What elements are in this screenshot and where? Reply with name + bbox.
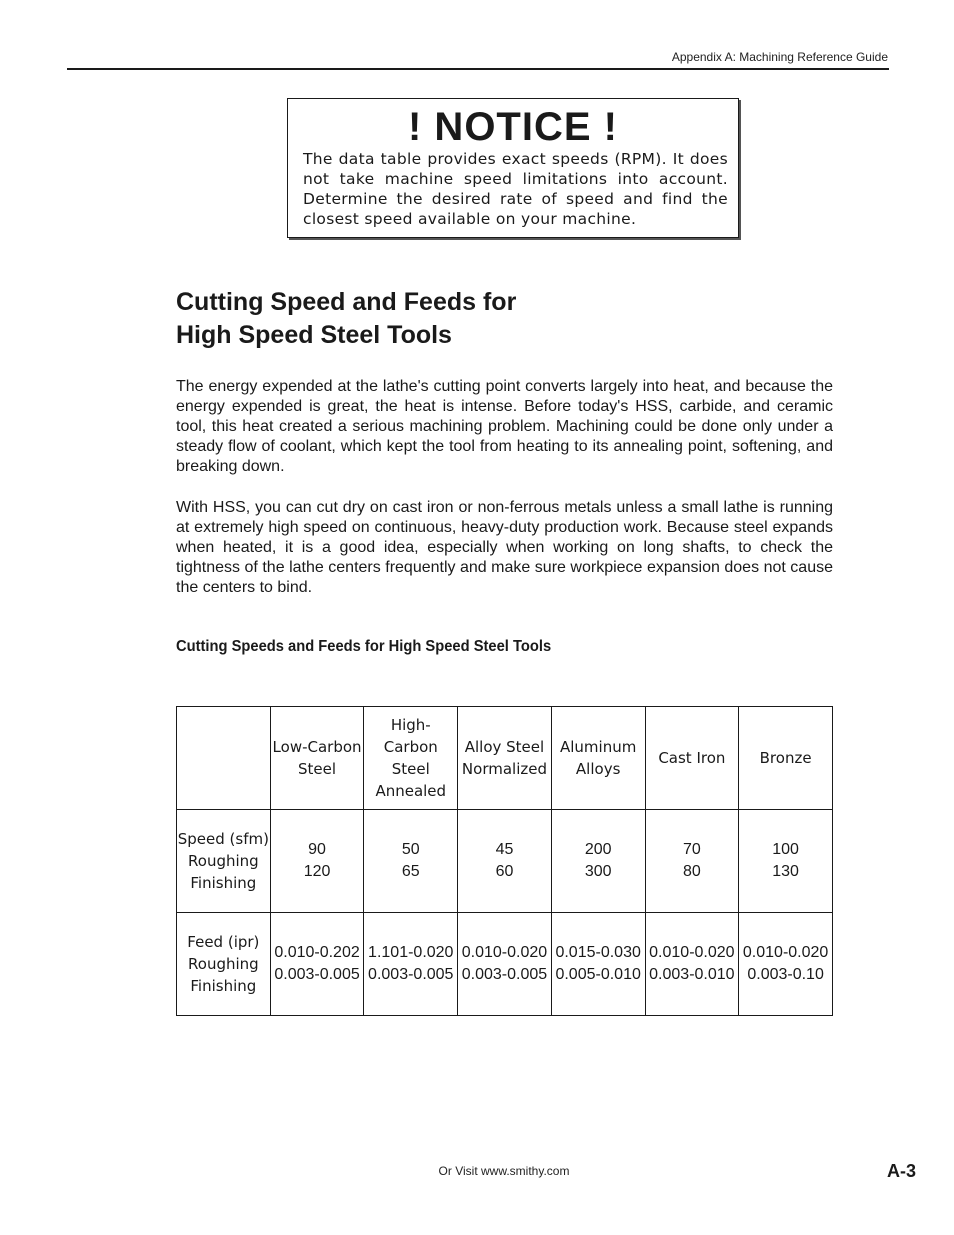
column-header-line: Carbon: [383, 738, 438, 756]
table-cell: [645, 810, 739, 913]
cell-value: 0.003-0.10: [747, 966, 824, 983]
cell-value: 100: [772, 841, 799, 858]
notice-title: ! NOTICE !: [408, 105, 618, 149]
table-cell: [551, 810, 645, 913]
cell-value: 80: [682, 863, 701, 880]
column-header: [739, 707, 833, 810]
table-cell: [551, 913, 645, 1016]
cell-value: 200: [584, 841, 612, 858]
row-label-line: Roughing: [188, 852, 259, 870]
cell-value: 0.010-0.202: [274, 944, 360, 961]
table-cell: [270, 913, 364, 1016]
table-cell: [364, 810, 458, 913]
cell-value: 120: [303, 863, 331, 880]
notice-body: The data table provides exact speeds (RPM). It does not take machine speed limitations into account. Determine the desired rate of speed and find the closest speed available on your machine.: [303, 150, 728, 228]
table-row: [177, 913, 833, 1016]
row-label-line: Finishing: [190, 977, 257, 995]
footer-text: Or Visit www.smithy.com: [438, 1164, 570, 1178]
table-cell: [270, 810, 364, 913]
section-title: [176, 286, 676, 352]
column-header-line: Normalized: [461, 760, 547, 778]
section-title-line-1: Cutting Speed and Feeds for: [176, 288, 517, 316]
notice-box: [287, 98, 739, 238]
row-label-cell: [177, 913, 271, 1016]
cell-value: 0.003-0.005: [274, 966, 360, 983]
table-cell: [739, 810, 833, 913]
row-label-line: Roughing: [188, 955, 259, 973]
column-header-line: Aluminum: [559, 738, 637, 756]
header-divider: [67, 68, 889, 70]
column-header-line: Alloys: [575, 760, 621, 778]
row-label-line: Speed (sfm): [177, 830, 269, 848]
cell-value: 300: [584, 863, 612, 880]
column-header: [364, 707, 458, 810]
paragraph-1: The energy expended at the lathe's cutting point converts largely into heat, and because the energy expended is great, the heat is intense. Before today's HSS, carbide, and ceramic tool, this heat created a serious machining problem. Machining could be done only under a steady flow of coolant, which kept the tool from heating to its annealing point, softening, and breaking down.: [176, 378, 833, 475]
table-cell: [645, 913, 739, 1016]
cell-value: 0.003-0.010: [649, 966, 735, 983]
column-header-line: Alloy Steel: [464, 738, 545, 756]
table-cell: [364, 913, 458, 1016]
column-header: [270, 707, 364, 810]
cell-value: 0.010-0.020: [649, 944, 735, 961]
cell-value: 70: [682, 841, 701, 858]
table-cell: [458, 913, 552, 1016]
speeds-feeds-table: [176, 706, 833, 1016]
running-header: Appendix A: Machining Reference Guide: [671, 50, 888, 64]
table-cell: [458, 810, 552, 913]
column-header-line: High-: [390, 716, 431, 734]
page-number: A-3: [886, 1161, 916, 1181]
row-label-line: Feed (ipr): [187, 933, 260, 951]
paragraph-2: With HSS, you can cut dry on cast iron or non-ferrous metals unless a small lathe is running at extremely high speed on continuous, heavy-duty production work. Because steel expands when heated, it is a good idea, especially when working on long shafts, to check the tightness of the lathe centers frequently and make sure workpiece expansion does not cause the centers to bind.: [176, 499, 833, 596]
cell-value: 1.101-0.020: [368, 944, 454, 961]
table-header-row: [177, 707, 833, 810]
table-caption: Cutting Speeds and Feeds for High Speed Steel Tools: [176, 638, 552, 655]
column-header-line: Annealed: [375, 782, 447, 800]
table-corner-cell: [177, 707, 271, 810]
cell-value: 0.015-0.030: [555, 944, 641, 961]
row-label-line: Finishing: [190, 874, 257, 892]
cell-value: 50: [401, 841, 420, 858]
cell-value: 45: [495, 841, 514, 858]
table-row: [177, 810, 833, 913]
table-cell: [739, 913, 833, 1016]
cell-value: 0.010-0.020: [461, 944, 548, 961]
column-header: [458, 707, 552, 810]
cell-value: 130: [772, 863, 799, 880]
column-header: [645, 707, 739, 810]
cell-value: 60: [495, 863, 514, 880]
column-header-line: Steel: [298, 760, 337, 778]
column-header-line: Bronze: [759, 749, 812, 767]
cell-value: 90: [308, 841, 326, 858]
row-label-cell: [177, 810, 271, 913]
column-header: [551, 707, 645, 810]
cell-value: 65: [401, 863, 420, 880]
section-title-line-2: High Speed Steel Tools: [176, 321, 452, 349]
cell-value: 0.003-0.005: [368, 966, 454, 983]
column-header-line: Low-Carbon: [272, 738, 362, 756]
column-header-line: Cast Iron: [658, 749, 726, 767]
cell-value: 0.003-0.005: [461, 966, 548, 983]
cell-value: 0.010-0.020: [742, 944, 829, 961]
column-header-line: Steel: [391, 760, 430, 778]
cell-value: 0.005-0.010: [555, 966, 641, 983]
